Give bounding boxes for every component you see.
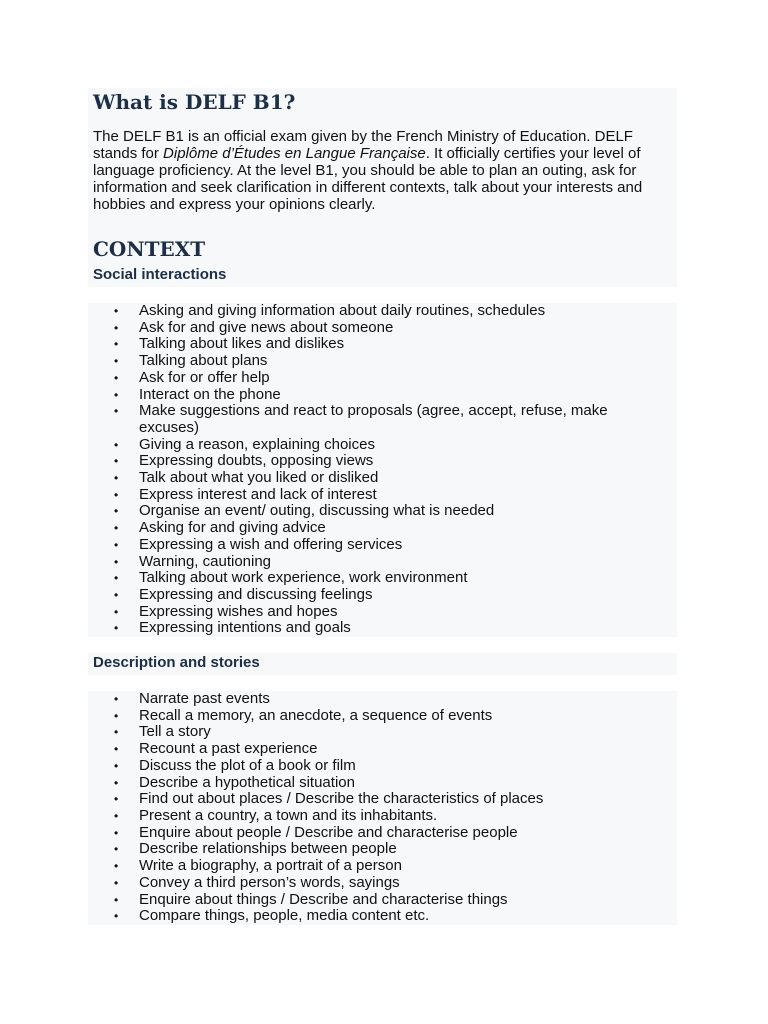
list-item — [88, 825, 677, 842]
list-item-text: Enquire about things / Describe and characterise things — [139, 890, 508, 908]
bullet-icon: • — [114, 808, 119, 823]
bullet-icon: • — [114, 875, 119, 890]
bullet-icon: • — [114, 621, 119, 636]
list-item — [88, 587, 677, 604]
list-item-text: Write a biography, a portrait of a person — [139, 857, 402, 875]
list-item — [88, 741, 677, 758]
list-item — [88, 554, 677, 571]
list-item-text: Talking about work experience, work environment — [139, 569, 468, 587]
social-interactions-heading: Social interactions — [93, 266, 227, 283]
description-stories-heading: Description and stories — [93, 654, 260, 672]
bullet-icon: • — [114, 437, 119, 452]
bullet-icon: • — [114, 454, 119, 469]
bullet-icon: • — [114, 775, 119, 790]
list-item-text: Discuss the plot of a book or film — [139, 756, 356, 774]
list-item-text: Convey a third person’s words, sayings — [139, 873, 400, 891]
list-item — [88, 387, 677, 404]
list-item — [88, 875, 677, 892]
list-item-text: Expressing a wish and offering services — [139, 535, 403, 553]
list-item — [88, 570, 677, 587]
bullet-icon: • — [114, 725, 119, 740]
intro-text-1: The DELF B1 is an official exam given by the French Ministry of Education. DELF stands for — [93, 128, 633, 162]
spacer — [88, 287, 677, 303]
list-item-text: Enquire about people / Describe and characterise people — [139, 823, 518, 841]
bullet-icon: • — [114, 909, 119, 924]
list-item — [88, 858, 677, 875]
description-stories-list — [88, 691, 677, 925]
list-item-text: Recall a memory, an anecdote, a sequence of events — [139, 706, 493, 724]
bullet-icon: • — [114, 758, 119, 773]
bullet-icon: • — [114, 487, 119, 502]
list-item — [88, 320, 677, 337]
list-item — [88, 453, 677, 470]
list-item-text: Express interest and lack of interest — [139, 485, 377, 503]
list-item-text: Asking and giving information about daily routines, schedules — [139, 302, 546, 319]
list-item — [88, 724, 677, 741]
spacer — [88, 675, 677, 691]
list-item — [88, 537, 677, 554]
list-item-text: Compare things, people, media content etc. — [139, 907, 430, 925]
spacer — [88, 637, 677, 653]
intro-paragraph — [93, 124, 677, 221]
list-item-text: Make suggestions and react to proposals (agree, accept, refuse, make excuses) — [139, 402, 608, 436]
description-heading-block — [88, 653, 677, 675]
intro-text-2: . It officially certifies your level of language proficiency. At the level B1, you should be able to plan an outing, ask for information and seek clarification in different contexts, talk about your interests and hobbies and express your opinions clearly. — [93, 145, 643, 213]
list-item — [88, 841, 677, 858]
list-item — [88, 437, 677, 454]
list-item — [88, 758, 677, 775]
page-title: What is DELF B1? — [93, 90, 296, 114]
list-item-text: Expressing intentions and goals — [139, 619, 351, 637]
intro-italic: Diplôme d’Études en Langue Française — [163, 145, 426, 162]
list-item — [88, 470, 677, 487]
document-page — [88, 88, 677, 925]
list-item-text: Recount a past experience — [139, 740, 318, 758]
bullet-icon: • — [114, 370, 119, 385]
list-item — [88, 808, 677, 825]
list-item-text: Warning, cautioning — [139, 552, 272, 570]
list-item-text: Talking about plans — [139, 352, 268, 370]
list-item-text: Ask for or offer help — [139, 368, 270, 386]
list-item — [88, 336, 677, 353]
bullet-icon: • — [114, 825, 119, 840]
bullet-icon: • — [114, 587, 119, 602]
context-heading: CONTEXT — [93, 237, 206, 261]
bullet-icon: • — [114, 354, 119, 369]
list-item-text: Giving a reason, explaining choices — [139, 435, 375, 453]
list-item — [88, 708, 677, 725]
list-item — [88, 604, 677, 621]
bullet-icon: • — [114, 842, 119, 857]
list-item — [88, 353, 677, 370]
list-item — [88, 303, 677, 320]
bullet-icon: • — [114, 604, 119, 619]
list-item-text: Expressing and discussing feelings — [139, 585, 373, 603]
bullet-icon: • — [114, 537, 119, 552]
intro-block — [88, 88, 677, 287]
bullet-icon: • — [114, 571, 119, 586]
list-item-text: Describe a hypothetical situation — [139, 773, 355, 791]
list-item — [88, 908, 677, 925]
social-interactions-list — [88, 303, 677, 637]
bullet-icon: • — [114, 708, 119, 723]
bullet-icon: • — [114, 320, 119, 335]
list-item — [88, 691, 677, 708]
list-item-text: Tell a story — [139, 723, 211, 741]
bullet-icon: • — [114, 521, 119, 536]
list-item-text: Expressing doubts, opposing views — [139, 452, 374, 470]
list-item-text: Present a country, a town and its inhabitants. — [139, 806, 438, 824]
bullet-icon: • — [114, 792, 119, 807]
bullet-icon: • — [114, 304, 119, 318]
bullet-icon: • — [114, 471, 119, 486]
list-item — [88, 892, 677, 909]
list-item — [88, 503, 677, 520]
list-item — [88, 791, 677, 808]
list-item-text: Describe relationships between people — [139, 840, 397, 858]
bullet-icon: • — [114, 554, 119, 569]
bullet-icon: • — [114, 337, 119, 352]
list-item — [88, 620, 677, 637]
list-item-text: Asking for and giving advice — [139, 519, 326, 537]
bullet-icon: • — [114, 742, 119, 757]
bullet-icon: • — [114, 387, 119, 402]
list-item-text: Narrate past events — [139, 690, 270, 708]
bullet-icon: • — [114, 859, 119, 874]
list-item-text: Ask for and give news about someone — [139, 318, 394, 336]
list-item — [88, 370, 677, 387]
list-item-text: Expressing wishes and hopes — [139, 602, 338, 620]
bullet-icon: • — [114, 504, 119, 519]
list-item — [88, 520, 677, 537]
list-item — [88, 775, 677, 792]
list-item — [88, 487, 677, 504]
bullet-icon: • — [114, 404, 119, 419]
list-item-text: Interact on the phone — [139, 385, 281, 403]
list-item — [88, 403, 677, 436]
bullet-icon: • — [114, 892, 119, 907]
list-item-text: Find out about places / Describe the characteristics of places — [139, 790, 544, 808]
bullet-icon: • — [114, 692, 119, 707]
list-item-text: Organise an event/ outing, discussing what is needed — [139, 502, 495, 520]
list-item-text: Talk about what you liked or disliked — [139, 469, 379, 487]
list-item-text: Talking about likes and dislikes — [139, 335, 345, 353]
